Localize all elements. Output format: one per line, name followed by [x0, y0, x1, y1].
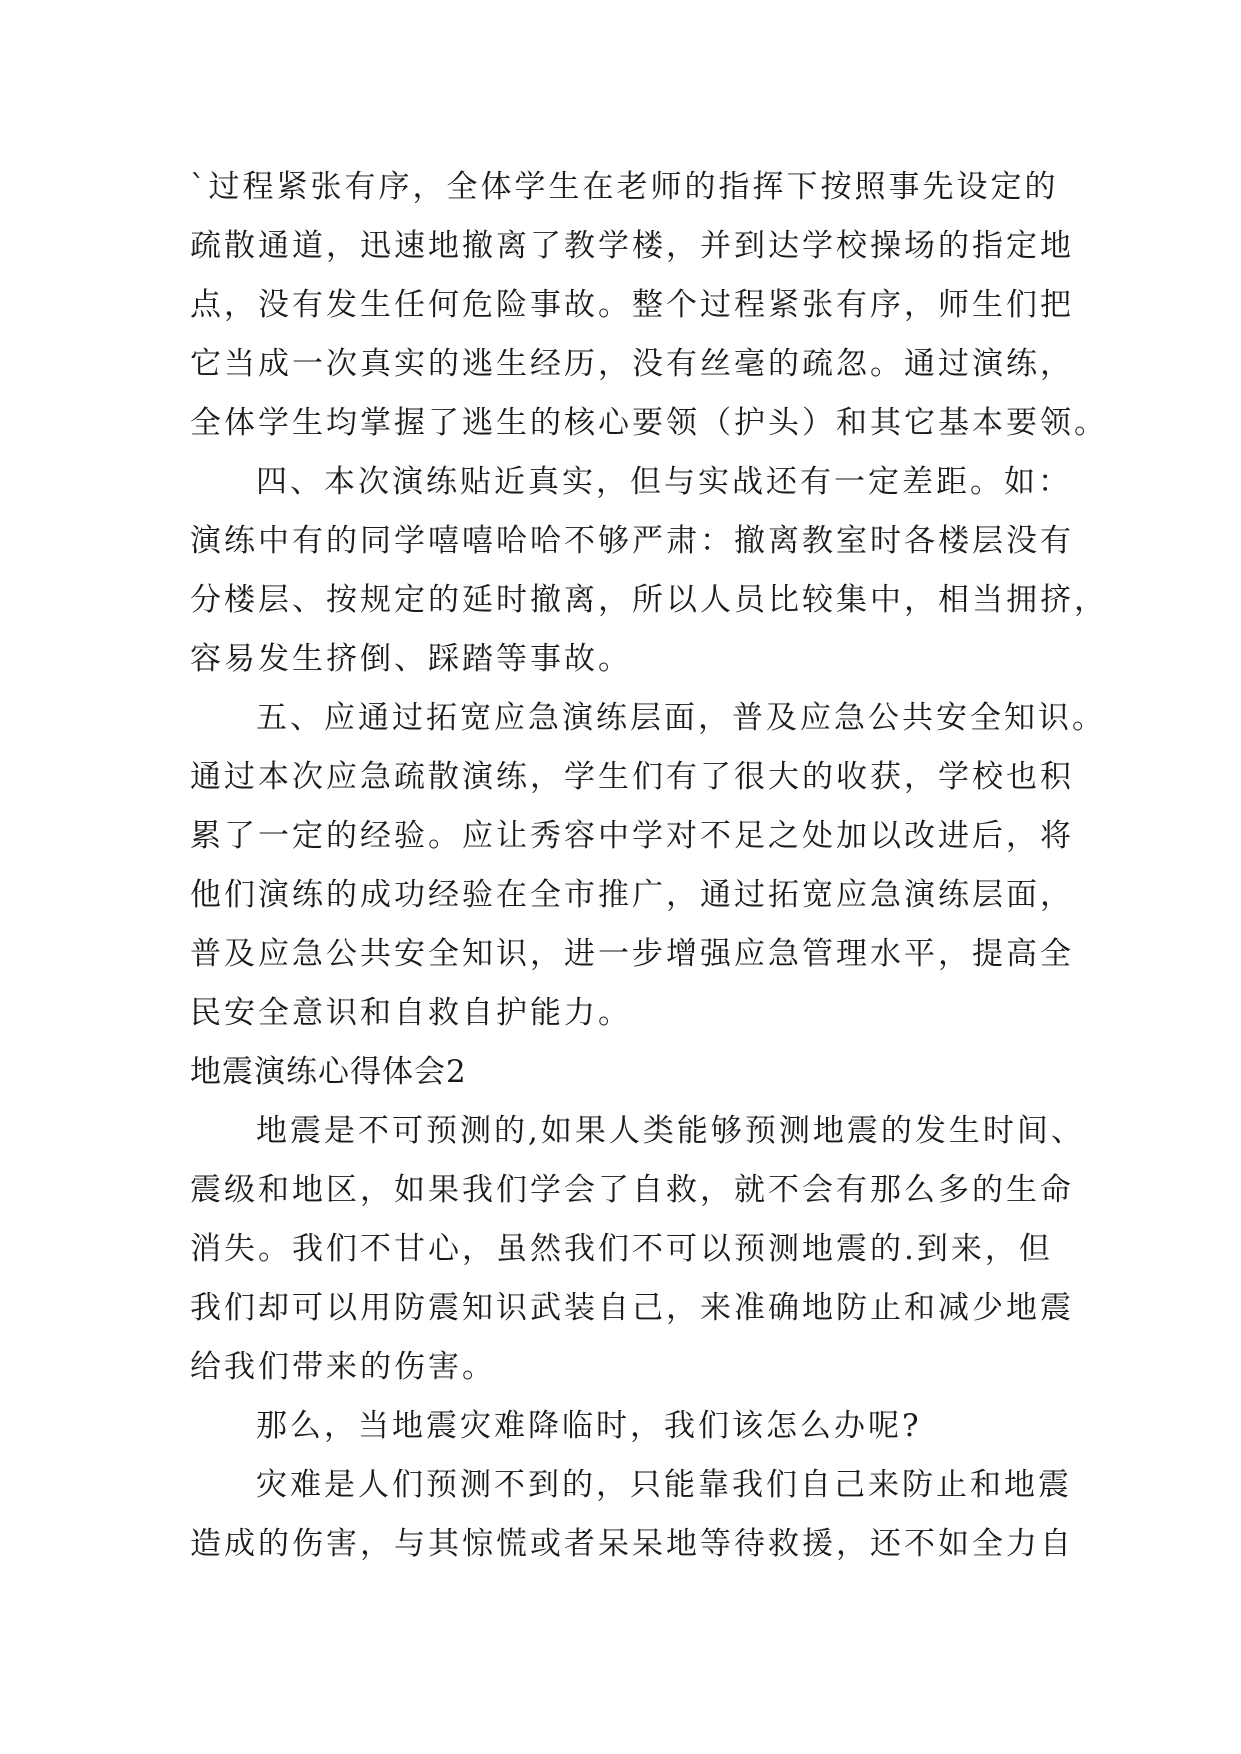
paragraph-first-line: 那么，当地震灾难降临时，我们该怎么办呢? — [256, 1408, 922, 1444]
text-line: 震级和地区，如果我们学会了自救，就不会有那么多的生命 — [190, 1172, 1074, 1208]
text-line: 他们演练的成功经验在全市推广，通过拓宽应急演练层面， — [190, 877, 1074, 913]
text-line: `过程紧张有序，全体学生在老师的指挥下按照事先设定的 — [190, 169, 1059, 205]
paragraph-first-line: 灾难是人们预测不到的，只能靠我们自己来防止和地震 — [256, 1467, 1072, 1503]
paragraph-first-line: 五、应通过拓宽应急演练层面，普及应急公共安全知识。 — [256, 700, 1106, 736]
document-body — [190, 158, 1108, 1574]
text-line: 普及应急公共安全知识，进一步增强应急管理水平，提高全 — [190, 936, 1074, 972]
text-line: 造成的伤害，与其惊慌或者呆呆地等待救援，还不如全力自 — [190, 1526, 1074, 1562]
section-heading: 地震演练心得体会2 — [190, 1054, 467, 1090]
text-line: 全体学生均掌握了逃生的核心要领（护头）和其它基本要领。 — [190, 405, 1108, 441]
text-line: 我们却可以用防震知识武装自己，来准确地防止和减少地震 — [190, 1290, 1074, 1326]
text-line: 累了一定的经验。应让秀容中学对不足之处加以改进后，将 — [190, 818, 1074, 854]
text-line: 给我们带来的伤害。 — [190, 1349, 496, 1385]
text-line: 通过本次应急疏散演练，学生们有了很大的收获，学校也积 — [190, 759, 1074, 795]
text-line: 消失。我们不甘心，虽然我们不可以预测地震的.到来，但 — [190, 1231, 1053, 1267]
text-line: 分楼层、按规定的延时撤离，所以人员比较集中，相当拥挤， — [190, 582, 1108, 618]
text-line: 疏散通道，迅速地撤离了教学楼，并到达学校操场的指定地 — [190, 228, 1074, 264]
text-line: 它当成一次真实的逃生经历，没有丝毫的疏忽。通过演练， — [190, 346, 1074, 382]
text-line: 民安全意识和自救自护能力。 — [190, 995, 632, 1031]
text-line: 点，没有发生任何危险事故。整个过程紧张有序，师生们把 — [190, 287, 1074, 323]
paragraph-first-line: 四、本次演练贴近真实，但与实战还有一定差距。如： — [256, 464, 1072, 500]
text-line: 容易发生挤倒、踩踏等事故。 — [190, 641, 632, 677]
text-line: 演练中有的同学嘻嘻哈哈不够严肃：撤离教室时各楼层没有 — [190, 523, 1074, 559]
paragraph-first-line: 地震是不可预测的,如果人类能够预测地震的发生时间、 — [256, 1113, 1085, 1149]
